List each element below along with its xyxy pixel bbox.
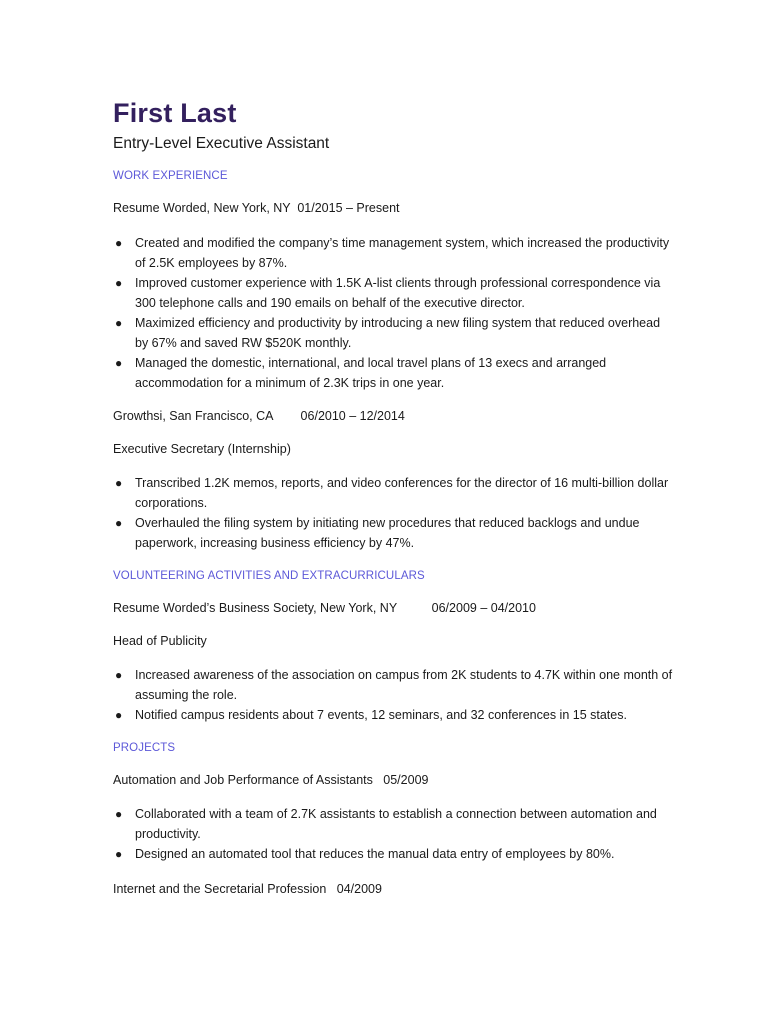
- section-heading-projects: PROJECTS: [113, 742, 176, 754]
- bullet-dot-icon: ●: [115, 476, 123, 490]
- organization-line: Resume Worded’s Business Society, New York, NY 06/2009 – 04/2010: [113, 601, 536, 615]
- project-title-line: Internet and the Secretarial Profession 04/2009: [113, 882, 382, 896]
- volunteer-role: Head of Publicity: [113, 634, 207, 648]
- bullet-dot-icon: ●: [115, 276, 123, 290]
- bullet-dot-icon: ●: [115, 807, 123, 821]
- list-item: ● Designed an automated tool that reduces the manual data entry of employees by 80%.: [113, 844, 673, 864]
- resume-page: [113, 96, 673, 897]
- bullet-dot-icon: ●: [115, 708, 123, 722]
- job-bullet-list: [113, 233, 673, 393]
- list-item: ● Managed the domestic, international, and local travel plans of 13 execs and arranged accommodation for a minimum of 2.3K trips in one year.: [113, 353, 673, 393]
- bullet-dot-icon: ●: [115, 316, 123, 330]
- candidate-name: First Last: [113, 98, 237, 128]
- project-bullet-list: [113, 804, 673, 864]
- job-role: Executive Secretary (Internship): [113, 442, 291, 456]
- candidate-title: Entry-Level Executive Assistant: [113, 135, 330, 152]
- project-title-line: Automation and Job Performance of Assistants 05/2009: [113, 773, 429, 787]
- list-item: ● Notified campus residents about 7 events, 12 seminars, and 32 conferences in 15 states.: [113, 705, 673, 725]
- list-item: ● Overhauled the filing system by initiating new procedures that reduced backlogs and undue paperwork, increasing business efficiency by 47%.: [113, 513, 673, 553]
- volunteer-bullet-list: [113, 665, 673, 725]
- list-item: ● Collaborated with a team of 2.7K assistants to establish a connection between automation and productivity.: [113, 804, 673, 844]
- job-company-line: Growthsi, San Francisco, CA 06/2010 – 12/2014: [113, 409, 405, 423]
- list-item: ● Increased awareness of the association on campus from 2K students to 4.7K within one month of assuming the role.: [113, 665, 673, 705]
- bullet-dot-icon: ●: [115, 847, 123, 861]
- list-item: ● Created and modified the company’s time management system, which increased the productivity of 2.5K employees by 87%.: [113, 233, 673, 273]
- list-item: ● Improved customer experience with 1.5K A-list clients through professional correspondence via 300 telephone calls and 190 emails on behalf of the executive director.: [113, 273, 673, 313]
- job-bullet-list: [113, 473, 673, 553]
- bullet-dot-icon: ●: [115, 356, 123, 370]
- bullet-dot-icon: ●: [115, 516, 123, 530]
- list-item: ● Maximized efficiency and productivity by introducing a new filing system that reduced overhead by 67% and saved RW $520K monthly.: [113, 313, 673, 353]
- job-company-line: Resume Worded, New York, NY 01/2015 – Present: [113, 201, 400, 215]
- bullet-dot-icon: ●: [115, 668, 123, 682]
- list-item: ● Transcribed 1.2K memos, reports, and video conferences for the director of 16 multi-billion dollar corporations.: [113, 473, 673, 513]
- section-heading-work-experience: WORK EXPERIENCE: [113, 170, 228, 182]
- section-heading-volunteering: VOLUNTEERING ACTIVITIES AND EXTRACURRICULARS: [113, 570, 425, 582]
- bullet-dot-icon: ●: [115, 236, 123, 250]
